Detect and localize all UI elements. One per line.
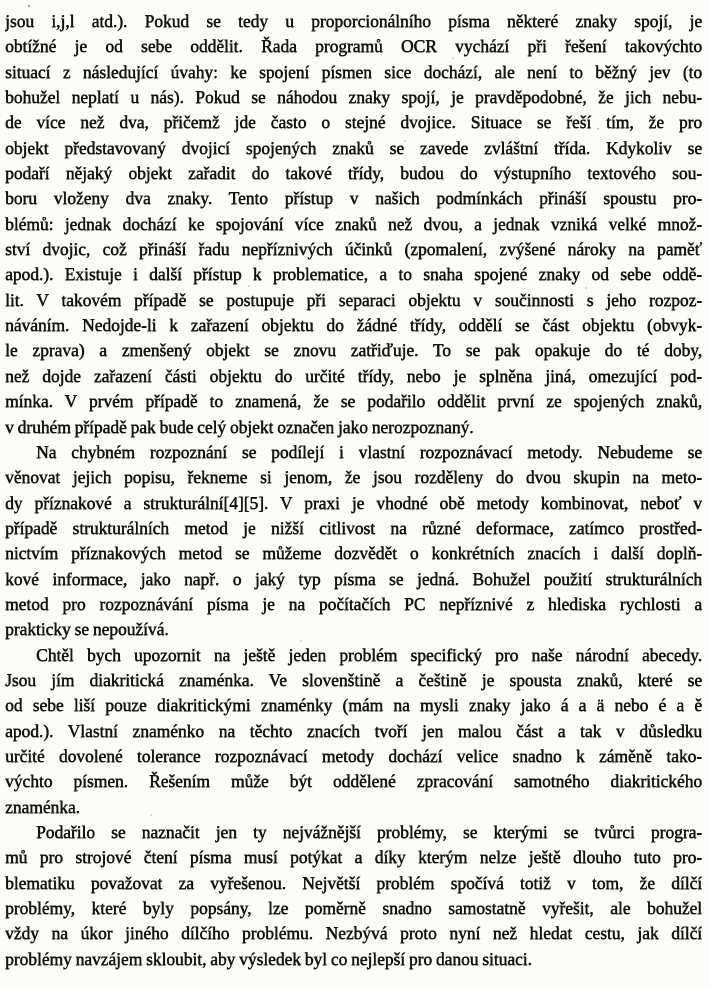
text-line: obtížné je od sebe oddělit. Řada programů OCR vychází při řešení takovýchto bbox=[5, 36, 702, 57]
text-line: objekt představovaný dvojicí spojených znaků se zavede zvláštní třída. Kdykoliv se bbox=[5, 137, 702, 158]
text-line: jsou i,j,l atd.). Pokud se tedy u proporcionálního písma některé znaky spojí, je bbox=[5, 11, 702, 31]
text-line: výchto písmen. Řešením může být oddělené zpracování samotného diakritického bbox=[5, 771, 702, 792]
text-line: nictvím příznakových metod se můžeme dozvědět o konkrétních znacích i další doplň- bbox=[5, 543, 702, 564]
text-line: le zprava) a zmenšený objekt se znovu zatřiďuje. To se pak opakuje do té doby, bbox=[5, 340, 702, 361]
text-line: problémy, které byly popsány, lze poměrně snadno samostatně vyřešit, ale bohužel bbox=[5, 898, 702, 919]
text-line: mínka. V prvém případě to znamená, že se podařilo oddělit první ze spojených znaků, bbox=[5, 391, 702, 412]
text-line: Na chybném rozpoznání se podílejí i vlastní rozpoznávací metody. Nebudeme se bbox=[36, 441, 702, 462]
text-line: kové informace, jako např. o jaký typ písma se jedná. Bohužel použití strukturálních bbox=[5, 568, 702, 589]
text-line: případě strukturálních metod je nižší citlivost na různé deformace, zatímco prostřed- bbox=[5, 517, 702, 538]
paragraph bbox=[5, 643, 702, 820]
text-line: určité dovolené tolerance rozpoznávací metody dochází velice snadno k záměně tako- bbox=[5, 745, 702, 766]
text-block bbox=[5, 9, 702, 972]
text-line: apod.). Existuje i další přístup k problematice, a to snaha spojené znaky od sebe oddě- bbox=[5, 264, 702, 285]
text-line: Chtěl bych upozornit na ještě jeden problém specifický pro naše národní abecedy. bbox=[36, 644, 702, 665]
text-line: problémy navzájem skloubit, aby výsledek byl co nejlepší pro danou situaci. bbox=[5, 948, 532, 969]
paragraph bbox=[5, 440, 702, 643]
text-line: dy příznakové a strukturální[4][5]. V praxi je vhodné obě metody kombinovat, neboť v bbox=[5, 492, 702, 513]
text-line: boru vloženy dva znaky. Tento přístup v našich podmínkách přináší spoustu pro- bbox=[5, 188, 702, 209]
text-line: situací z následující úvahy: ke spojení písmen sice dochází, ale není to běžný jev (to bbox=[5, 61, 702, 82]
text-line: náváním. Nedojde-li k zařazení objektu do žádné třídy, oddělí se část objektu (obvyk- bbox=[5, 315, 702, 336]
text-line: prakticky se nepoužívá. bbox=[5, 619, 169, 640]
scan-noise bbox=[0, 0, 2, 2]
text-line: než dojde zařazení části objektu do určité třídy, nebo je splněna jiná, omezující pod- bbox=[5, 365, 702, 386]
text-line: věnovat jejich popisu, řekneme si jenom, že jsou rozděleny do dvou skupin na meto- bbox=[5, 467, 702, 488]
text-line: Podařilo se naznačit jen ty nejvážnější problémy, se kterými se tvůrci progra- bbox=[36, 822, 702, 842]
text-line: od sebe liší pouze diakritickými znaménky (mám na mysli znaky jako á a ä nebo é a ě bbox=[5, 695, 702, 716]
text-line: bohužel neplatí u nás). Pokud se náhodou znaky spojí, je pravděpodobné, že jich nebu- bbox=[5, 87, 702, 108]
text-line: blematiku považovat za vyřešenou. Největší problém spočívá totiž v tom, že dílčí bbox=[5, 872, 702, 893]
text-line: ství dvojic, což přináší řadu nepříznivých účinků (zpomalení, zvýšené nároky na paměť bbox=[5, 239, 702, 260]
text-line: blémů: jednak dochází ke spojování více znaků než dvou, a jednak vzniká velké množ- bbox=[5, 213, 702, 234]
text-line: v druhém případě pak bude celý objekt označen jako nerozpoznaný. bbox=[5, 416, 474, 437]
text-line: Jsou jím diakritická znaménka. Ve slovenštině a češtině je spousta znaků, které se bbox=[5, 669, 702, 690]
paragraph bbox=[5, 820, 702, 972]
text-line: podaří nějaký objekt zařadit do takové třídy, budou do výstupního textového sou- bbox=[5, 163, 702, 184]
text-line: lit. V takovém případě se postupuje při separaci objektu v součinnosti s jeho rozpoz- bbox=[5, 289, 702, 310]
text-line: mů pro strojové čtení písma musí potýkat a díky kterým nelze ještě dlouho tuto pro- bbox=[5, 847, 702, 868]
text-line: vždy na úkor jiného dílčího problému. Nezbývá proto nyní než hledat cestu, jak dílčí bbox=[5, 923, 702, 944]
text-line: znaménka. bbox=[5, 796, 80, 817]
paragraph bbox=[5, 9, 702, 440]
text-line: apod.). Vlastní znaménko na těchto znacích tvoří jen malou část a tak v důsledku bbox=[5, 720, 702, 741]
text-line: de více než dva, přičemž jde často o stejné dvojice. Situace se řeší tím, že pro bbox=[5, 112, 702, 133]
text-line: metod pro rozpoznávání písma je na počítačích PC nepříznivé z hlediska rychlosti a bbox=[5, 593, 702, 614]
